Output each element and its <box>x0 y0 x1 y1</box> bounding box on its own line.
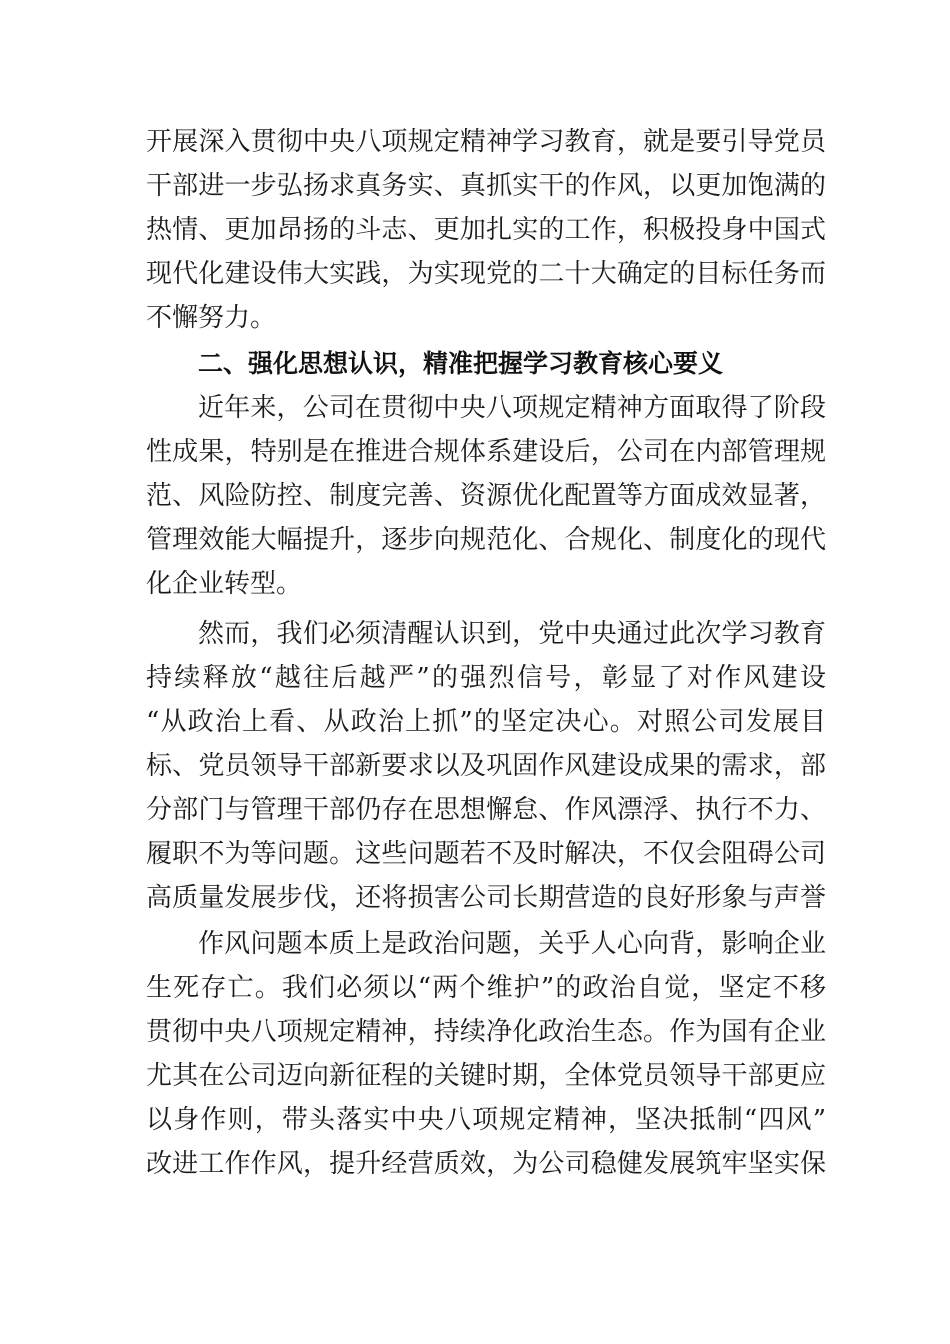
paragraph-3-line-1: 然而，我们必须清醒认识到，党中央通过此次学习教育 <box>198 619 826 649</box>
paragraph-4-line-5: 以身作则，带头落实中央八项规定精神，坚决抵制“四风” <box>146 1105 826 1135</box>
section-heading-2: 二、强化思想认识，精准把握学习教育核心要义 <box>198 349 724 378</box>
paragraph-1-line-4: 现代化建设伟大实践，为实现党的二十大确定的目标任务而 <box>146 259 826 289</box>
paragraph-4-line-1: 作风问题本质上是政治问题，关乎人心向背，影响企业 <box>198 929 826 959</box>
paragraph-1-line-3: 热情、更加昂扬的斗志、更加扎实的工作，积极投身中国式 <box>146 215 826 245</box>
paragraph-2-line-4: 管理效能大幅提升，逐步向规范化、合规化、制度化的现代 <box>146 525 826 555</box>
paragraph-2-line-5: 化企业转型。 <box>146 569 303 599</box>
paragraph-3-line-2: 持续释放“越往后越严”的强烈信号，彰显了对作风建设 <box>146 663 826 693</box>
paragraph-1-line-2: 干部进一步弘扬求真务实、真抓实干的作风，以更加饱满的 <box>146 171 826 201</box>
paragraph-1-line-5: 不懈努力。 <box>146 303 277 333</box>
paragraph-1-line-1: 开展深入贯彻中央八项规定精神学习教育，就是要引导党员 <box>146 127 826 157</box>
paragraph-3-line-7: 高质量发展步伐，还将损害公司长期营造的良好形象与声誉 <box>146 883 826 913</box>
paragraph-3-line-5: 分部门与管理干部仍存在思想懈怠、作风漂浮、执行不力、 <box>146 795 826 825</box>
paragraph-4-line-3: 贯彻中央八项规定精神，持续净化政治生态。作为国有企业 <box>146 1017 826 1047</box>
paragraph-4-line-4: 尤其在公司迈向新征程的关键时期，全体党员领导干部更应 <box>146 1061 826 1091</box>
paragraph-3-line-6: 履职不为等问题。这些问题若不及时解决，不仅会阻碍公司 <box>146 839 826 869</box>
paragraph-3-line-4: 标、党员领导干部新要求以及巩固作风建设成果的需求，部 <box>146 751 826 781</box>
paragraph-2-line-2: 性成果，特别是在推进合规体系建设后，公司在内部管理规 <box>146 437 826 467</box>
paragraph-4-line-2: 生死存亡。我们必须以“两个维护”的政治自觉，坚定不移 <box>146 973 826 1003</box>
paragraph-4-line-6: 改进工作作风，提升经营质效，为公司稳健发展筑牢坚实保 <box>146 1149 826 1179</box>
paragraph-3-line-3: “从政治上看、从政治上抓”的坚定决心。对照公司发展目 <box>146 707 826 737</box>
paragraph-2-line-1: 近年来，公司在贯彻中央八项规定精神方面取得了阶段 <box>198 393 826 423</box>
paragraph-2-line-3: 范、风险防控、制度完善、资源优化配置等方面成效显著， <box>146 481 826 511</box>
